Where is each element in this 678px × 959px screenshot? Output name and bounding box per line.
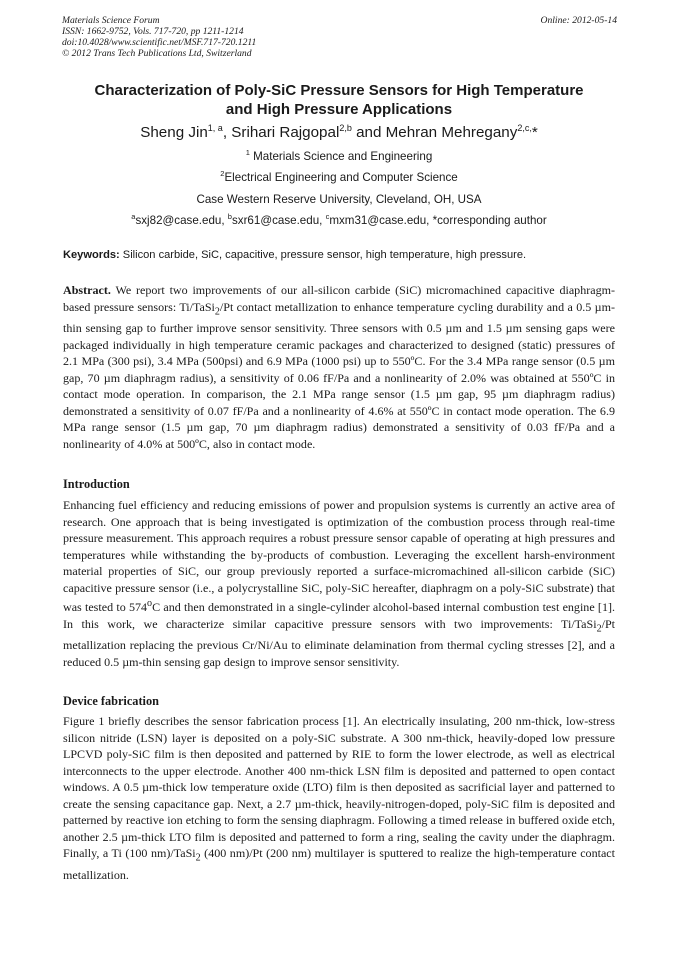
- degree-superscript: o: [147, 598, 153, 609]
- author-list: [40, 124, 638, 142]
- introduction-text-3: /Pt metallization replacing the previous Cr/Ni/Au to eliminate delamination from thermal cycling stresses [2], and a reduced 0.5 µm-thin sensing gap design to improve sensor sensitivity.: [63, 616, 615, 669]
- title-line-1: Characterization of Poly-SiC Pressure Sensors for High Temperature: [94, 82, 584, 99]
- introduction-text-2: C and then demonstrated in a single-cylinder alcohol-based internal combustion test engine [1]. In this work, we characterize similar capacitive pressure sensors with two improvements: Ti/TaSi: [63, 600, 615, 631]
- copyright-line: © 2012 Trans Tech Publications Ltd, Switzerland: [62, 48, 252, 59]
- paper-title: [70, 81, 608, 119]
- introduction-paragraph: [63, 497, 615, 670]
- abstract-subscript: 2: [214, 305, 220, 317]
- doi-line[interactable]: doi:10.4028/www.scientific.net/MSF.717-720.1211: [62, 37, 257, 48]
- title-line-2: and High Pressure Applications: [225, 101, 453, 118]
- abstract-paragraph: [63, 282, 615, 452]
- affiliation-2-marker: 2: [220, 169, 225, 178]
- journal-name: Materials Science Forum: [62, 15, 160, 26]
- author-1-affiliation-marker: 1, a: [207, 123, 223, 133]
- email-a[interactable]: sxj82@case.edu,: [135, 214, 228, 227]
- email-b[interactable]: sxr61@case.edu,: [231, 214, 326, 227]
- affiliation-2-text: Electrical Engineering and Computer Science: [224, 171, 458, 184]
- journal-header: [62, 15, 617, 59]
- author-separator: ,: [222, 124, 232, 141]
- affiliation-1: [40, 149, 638, 164]
- author-separator: and: [351, 124, 386, 141]
- author-1-name: Sheng Jin: [140, 124, 208, 141]
- author-2-affiliation-marker: 2,b: [339, 123, 352, 133]
- device-subscript: 2: [195, 852, 201, 864]
- introduction-text-1: Enhancing fuel efficiency and reducing emissions of power and propulsion systems is currently an active area of research. One approach that is being investigated is optimization of the combustion process through real-time pressure measurement. This approach requires a robust pressure sensor capable of operating at high pressures and temperatures while withstanding the by-products of combustion. Leveraging the excellent harsh-environment material properties of SiC, our group previously reported a surface-micromachined all-silicon carbide (SiC) capacitive pressure sensor (i.e., a polycrystalline SiC, poly-SiC hereafter, diaphragm on a poly-SiC substrate) that was tested to 574: [63, 498, 615, 615]
- introduction-subscript: 2: [596, 622, 602, 634]
- device-fabrication-heading: Device fabrication: [63, 694, 159, 708]
- abstract-label: Abstract.: [63, 283, 111, 297]
- email-a-marker: a: [131, 212, 136, 221]
- university-line: Case Western Reserve University, Cleveland, OH, USA: [196, 193, 482, 206]
- issn-line: ISSN: 1662-9752, Vols. 717-720, pp 1211-1214: [62, 26, 244, 37]
- author-2-name: Srihari Rajgopal: [231, 124, 340, 141]
- affiliation-1-marker: 1: [245, 148, 250, 157]
- device-text-1: Figure 1 briefly describes the sensor fabrication process [1]. An electrically insulating, 200 nm-thick, low-stress silicon nitride (LSN) layer is deposited on a poly-SiC substrate. A 300 nm-thick, heavily-doped low pressure LPCVD poly-SiC film is then deposited and patterned by RIE to form the lower electrode, as well as electrical interconnects to the upper electrode. Another 400 nm-thick LSN film is deposited and patterned to open contact windows. A 0.5 µm-thick low temperature oxide (LTO) film is then deposited as sacrificial layer and patterned to create the sensing capacitance gap. Next, a 2.7 µm-thick, heavily-nitrogen-doped, poly-SiC film is deposited and patterned by reactive ion etching to form the sensing diaphragm. Following a timed release in buffered oxide etch, another 2.5 µm-thick LTO film is deposited and patterned to form a ring, sealing the cavity under the diaphragm. Finally, a Ti (100 nm)/TaSi: [63, 714, 615, 860]
- abstract-text-1: We report two improvements of our all-silicon carbide (SiC) micromachined capacitive diaphragm-based pressure sensors: Ti/TaSi: [63, 283, 615, 314]
- online-date: Online: 2012-05-14: [540, 15, 617, 26]
- email-c[interactable]: mxm31@case.edu, *corresponding author: [329, 214, 547, 227]
- author-3-name: Mehran Mehregany: [385, 124, 518, 141]
- affiliation-1-text: Materials Science and Engineering: [249, 150, 433, 163]
- device-text-2: (400 nm)/Pt (200 nm) multilayer is sputtered to realize the high-temperature contact metallization.: [63, 846, 615, 882]
- keywords: [63, 248, 618, 263]
- author-3-affiliation-marker: 2,c,: [517, 123, 532, 133]
- email-b-marker: b: [227, 212, 232, 221]
- keywords-text: Silicon carbide, SiC, capacitive, pressure sensor, high temperature, high pressure.: [119, 249, 527, 261]
- introduction-heading: Introduction: [63, 477, 130, 491]
- abstract-text-2: /Pt contact metallization to enhance temperature cycling durability and a 0.5 µm-thin sensing gap to further improve sensor sensitivity. Three sensors with 0.5 µm and 1.5 µm sensing gaps were packaged individually in high temperature ceramic packages and characterized to designed (static) pressures of 2.1 MPa (300 psi), 3.4 MPa (500psi) and 6.9 MPa (1000 psi) up to 550ºC. For the 3.4 MPa range sensor (0.5 µm gap, 70 µm diaphragm radius), a sensitivity of 0.06 fF/Pa and a nonlinearity of 2.0% was obtained at 550ºC in contact mode operation. In comparison, the 2.1 MPa range sensor (1.5 µm gap, 95 µm diaphragm radius) demonstrated a sensitivity of 0.07 fF/Pa and a nonlinearity of 4.6% at 550ºC in contact mode operation. The 6.9 MPa range sensor (1.5 µm gap, 70 µm diaphragm radius) demonstrated a sensitivity of 0.03 fF/Pa and a nonlinearity of 4.0% at 500ºC, also in contact mode.: [63, 299, 615, 451]
- email-c-marker: c: [325, 212, 330, 221]
- device-fabrication-paragraph: [63, 713, 615, 883]
- corresponding-star: *: [531, 124, 538, 141]
- keywords-label: Keywords:: [63, 249, 120, 261]
- email-line: [40, 213, 638, 228]
- affiliation-2: [40, 170, 638, 185]
